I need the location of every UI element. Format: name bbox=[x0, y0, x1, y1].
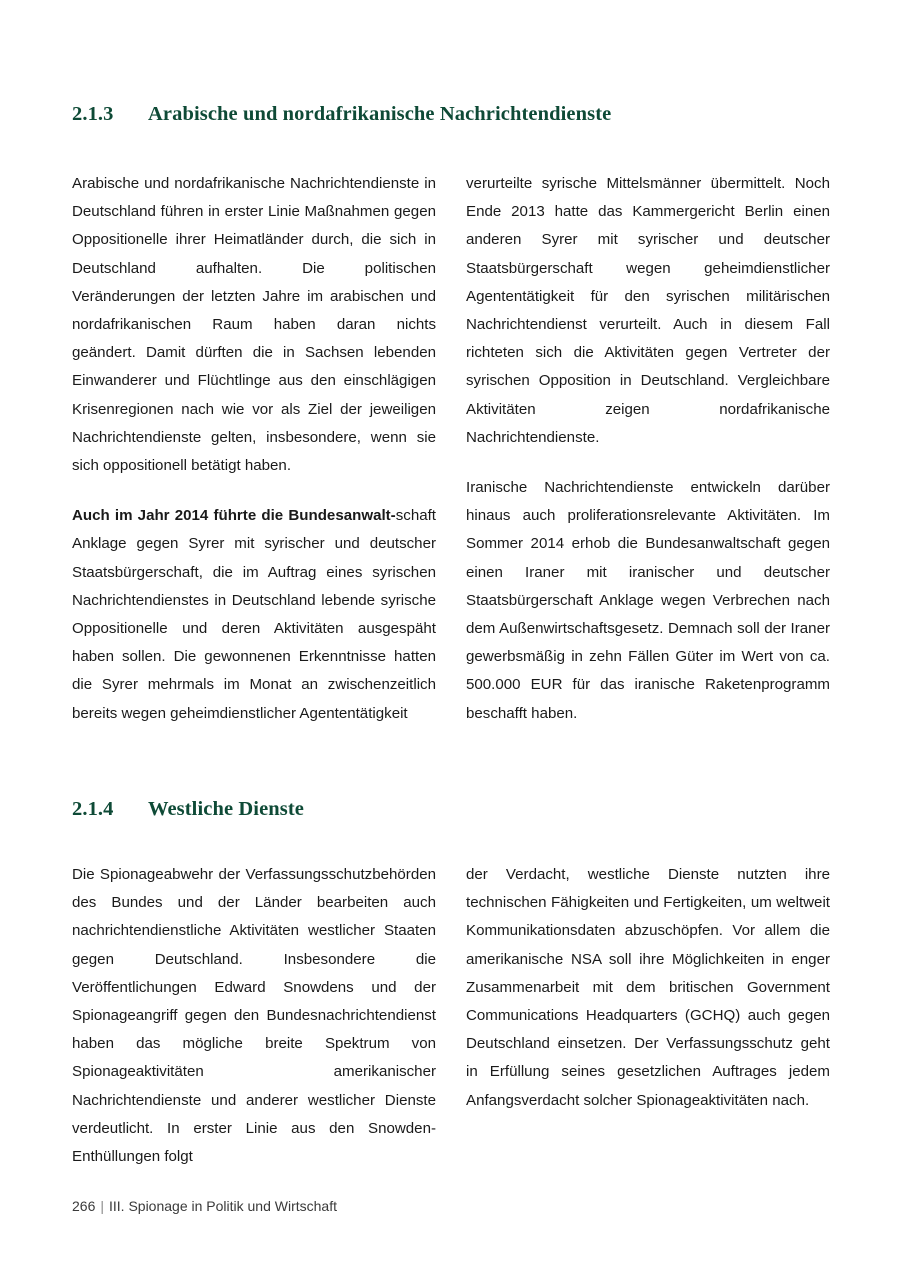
paragraph-text: verurteilte syrische Mittelsmänner übermittelt. Noch Ende 2013 hatte das Kammergericht Berlin einen anderen Syrer mit syrischer und deutscher Staatsbürgerschaft wegen geheimdienstlicher Agententätigkeit für den syrischen militärischen Nachrichtendienst verurteilt. Auch in diesem Fall richteten sich die Aktivitäten gegen Vertreter der syrischen Opposition in Deutschland. Vergleichbare Aktivitäten zeigen nordafrikanische Nachrichtendienste. bbox=[466, 175, 830, 446]
column-right-213 bbox=[466, 170, 830, 728]
page-footer bbox=[72, 1196, 337, 1216]
footer-page-number: 266 bbox=[72, 1198, 96, 1214]
paragraph bbox=[72, 170, 436, 480]
paragraph bbox=[466, 170, 830, 452]
section-heading-214 bbox=[72, 798, 832, 821]
paragraph bbox=[466, 474, 830, 728]
column-right-214 bbox=[466, 861, 830, 1115]
paragraph bbox=[466, 861, 830, 1115]
paragraph-lead: Auch im Jahr 2014 führte die Bundesanwalt- bbox=[72, 507, 396, 525]
paragraph-text: Iranische Nachrichtendienste entwickeln darüber hinaus auch proliferationsrelevante Aktivitäten. Im Sommer 2014 erhob die Bundesanwaltschaft gegen einen Iraner mit iranischer und deutscher Staatsbürgerschaft Anklage wegen Verbrechen nach dem Außenwirtschaftsgesetz. Demnach soll der Iraner gewerbsmäßig in zehn Fällen Güter im Wert von ca. 500.000 EUR für das iranische Raketenprogramm beschafft haben. bbox=[466, 479, 830, 722]
paragraph-text: der Verdacht, westliche Dienste nutzten ihre technischen Fähigkeiten und Fertigkeiten, um weltweit Kommunikationsdaten abzuschöpfen. Vor allem die amerikanische NSA soll ihre Möglichkeiten in enger Zusammenarbeit mit dem britischen Government Communications Headquarters (GCHQ) auch gegen Deutschland einsetzen. Der Verfassungsschutz geht in Erfüllung seines gesetzlichen Auftrages jedem Anfangsverdacht solcher Spionageaktivitäten nach. bbox=[466, 866, 830, 1109]
paragraph bbox=[72, 502, 436, 728]
column-left-213 bbox=[72, 170, 436, 728]
section-title: Arabische und nordafrikanische Nachrichtendienste bbox=[148, 103, 612, 125]
section-title: Westliche Dienste bbox=[148, 798, 304, 820]
footer-separator: | bbox=[100, 1198, 104, 1214]
section-heading-213 bbox=[72, 103, 832, 126]
paragraph bbox=[72, 861, 436, 1171]
footer-chapter-title: III. Spionage in Politik und Wirtschaft bbox=[109, 1198, 337, 1214]
paragraph-text: Die Spionageabwehr der Verfassungsschutzbehörden des Bundes und der Länder bearbeiten auch nachrichtendienstliche Aktivitäten westlicher Staaten gegen Deutschland. Insbesondere die Veröffentlichungen Edward Snowdens und der Spionageangriff gegen den Bundesnachrichtendienst haben das mögliche breite Spektrum von Spionageaktivitäten amerikanischer Nachrichtendienste und anderer westlicher Dienste verdeutlicht. In erster Linie aus den Snowden-Enthüllungen folgt bbox=[72, 866, 436, 1166]
section-number: 2.1.4 bbox=[72, 798, 114, 820]
section-number: 2.1.3 bbox=[72, 103, 114, 125]
column-left-214 bbox=[72, 861, 436, 1171]
paragraph-text: Arabische und nordafrikanische Nachrichtendienste in Deutschland führen in erster Linie Maßnahmen gegen Oppositionelle ihrer Heimatländer durch, die sich in Deutschland aufhalten. Die politischen Veränderungen der letzten Jahre im arabischen und nordafrikanischen Raum haben daran nichts geändert. Damit dürften die in Sachsen lebenden Einwanderer und Flüchtlinge aus den einschlägigen Krisenregionen nach wie vor als Ziel der jeweiligen Nachrichtendienste gelten, insbesondere, wenn sie sich oppositionell betätigt haben. bbox=[72, 175, 436, 475]
paragraph-text: schaft Anklage gegen Syrer mit syrischer und deutscher Staatsbürgerschaft, die im Auftrag eines syrischen Nachrichtendienstes in Deutschland lebende syrische Oppositionelle und deren Aktivitäten ausgespäht haben sollen. Die gewonnenen Erkenntnisse hatten die Syrer mehrmals im Monat an zwischenzeitlich bereits wegen geheimdienstlicher Agententätigkeit bbox=[72, 507, 436, 722]
